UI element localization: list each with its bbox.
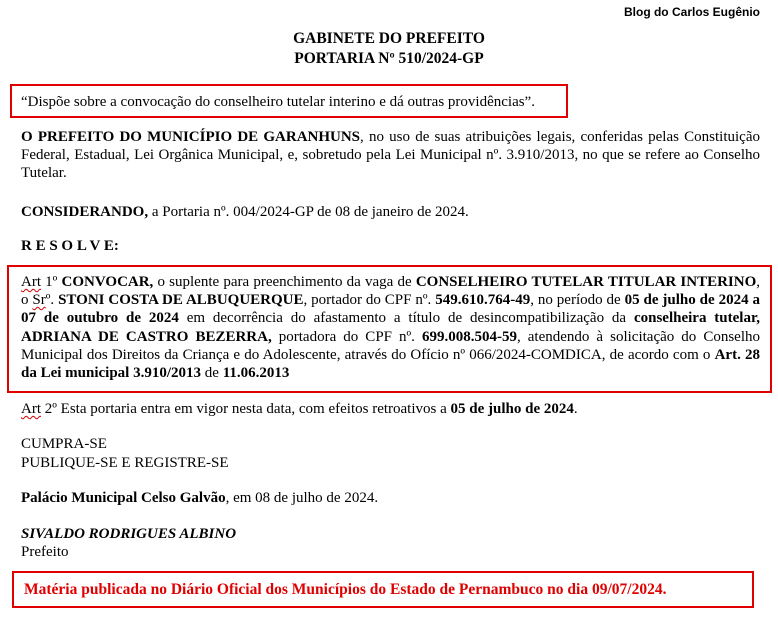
document-office-title: GABINETE DO PREFEITO xyxy=(293,30,485,47)
art1-role: CONSELHEIRO TUTELAR TITULAR INTERINO xyxy=(415,274,757,290)
article-2-paragraph xyxy=(21,400,578,418)
art1-text-3: º. xyxy=(45,292,59,309)
art1-sr: Sr xyxy=(32,292,46,309)
art1-name: STONI COSTA DE ALBUQUERQUE xyxy=(58,292,304,309)
art1-cpf-2: 699.008.504-59 xyxy=(421,328,517,345)
preamble-paragraph xyxy=(21,128,760,183)
art1-cpf: 549.610.764-49 xyxy=(435,292,531,309)
publique-se-line: PUBLIQUE-SE E REGISTRE-SE xyxy=(21,455,229,471)
art1-number: 1º xyxy=(41,274,62,290)
art2-text: 2º Esta portaria entra em vigor nesta data, com efeitos retroativos a xyxy=(41,401,451,417)
art1-text-2: , o xyxy=(21,274,761,309)
considerando-paragraph xyxy=(21,203,469,221)
art1-text-9: , atendendo à solicitação do Conselho Municipal dos Direitos da Criança e do Adolescente, através do Ofício nº 066/2024-COMDICA, de acordo com o xyxy=(21,328,760,363)
art2-date: 05 de julho de 2024 xyxy=(450,401,574,417)
art1-date: 11.06.2013 xyxy=(222,365,290,382)
art1-label: Art xyxy=(21,274,41,290)
blog-watermark: Blog do Carlos Eugênio xyxy=(623,5,760,19)
considerando-bold: CONSIDERANDO, xyxy=(21,204,149,220)
art2-end: . xyxy=(573,401,578,417)
art1-text-6: em decorrência do afastamento a título de desincompatibilização da xyxy=(178,310,634,327)
art1-verb: CONVOCAR, xyxy=(61,274,154,290)
art1-period: 05 de julho de 2024 a 07 de outubro de 2024 xyxy=(21,292,760,327)
signature-name: SIVALDO RODRIGUES ALBINO xyxy=(21,526,237,542)
ementa-text: “Dispõe sobre a convocação do conselheiro tutelar interino e dá outras providências”. xyxy=(21,94,535,110)
art1-text-10: de xyxy=(201,365,223,382)
resolve-heading: R E S O L V E: xyxy=(21,238,119,254)
art1-text-4: , portador do CPF nº. xyxy=(303,292,436,309)
art1-text-8: portadora do CPF nº. xyxy=(271,328,422,345)
palacio-line xyxy=(21,489,378,507)
palacio-text: , em 08 de julho de 2024. xyxy=(225,490,379,506)
preamble-bold: O PREFEITO DO MUNICÍPIO DE GARANHUNS xyxy=(21,129,361,145)
cumpra-se-line: CUMPRA-SE xyxy=(21,436,107,452)
art1-text-5: , no período de xyxy=(530,292,625,309)
art1-law: Art. 28 da Lei municipal 3.910/2013 xyxy=(21,346,760,382)
art1-name-2: ADRIANA DE CASTRO BEZERRA, xyxy=(21,328,272,345)
article-1-paragraph xyxy=(21,273,760,382)
palacio-bold: Palácio Municipal Celso Galvão xyxy=(21,490,226,506)
art1-role-2: conselheira tutelar, xyxy=(633,310,760,327)
footer-publication-note: Matéria publicada no Diário Oficial dos Municípios do Estado de Pernambuco no dia 09/07/2024. xyxy=(24,581,667,598)
document-portaria-number: PORTARIA Nº 510/2024-GP xyxy=(294,50,484,67)
signature-title: Prefeito xyxy=(21,544,69,560)
art2-label: Art xyxy=(21,401,41,417)
art1-text-1: o suplente para preenchimento da vaga de xyxy=(153,274,416,290)
considerando-text: a Portaria nº. 004/2024-GP de 08 de janeiro de 2024. xyxy=(148,204,469,220)
preamble-text: , no uso de suas atribuições legais, conferidas pelas Constituição Federal, Estadual, Lei Orgânica Municipal, e, sobretudo pela Lei Municipal nº. 3.910/2013, no que se refere ao Conselho Tutelar. xyxy=(21,129,760,182)
